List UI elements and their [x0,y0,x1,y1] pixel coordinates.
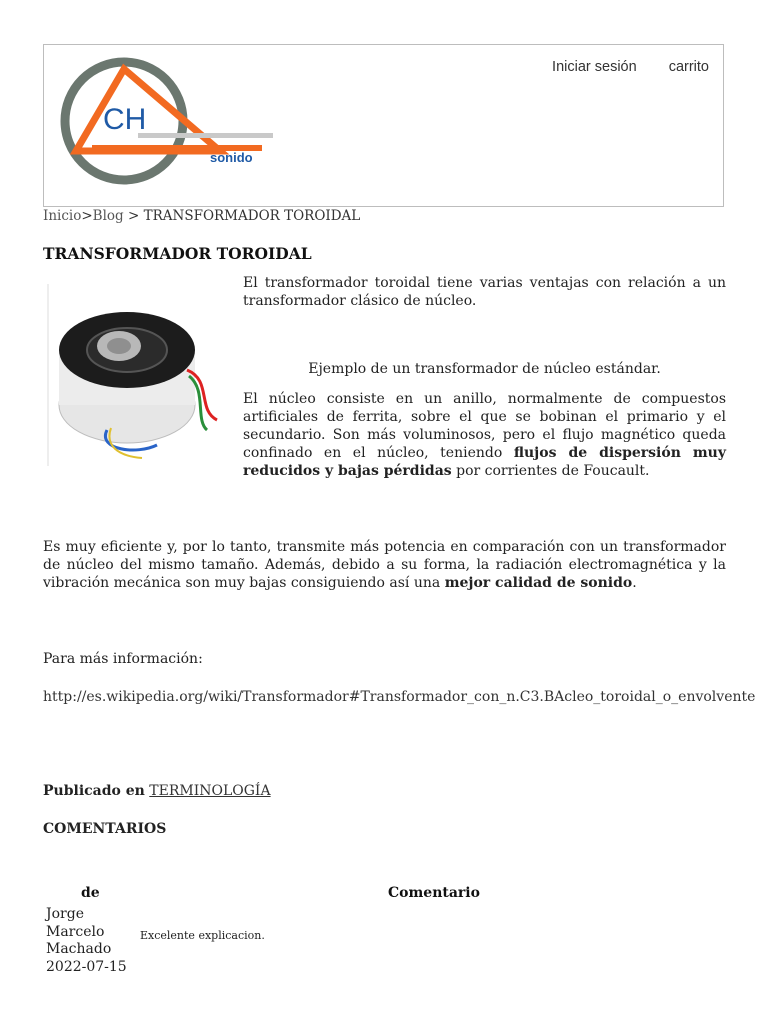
efficiency-paragraph: Es muy eficiente y, por lo tanto, transmite más potencia en comparación con un transformador de núcleo del mismo tamaño. Además, debido a su forma, la radiación electromagnética y la vibración mecánica son muy bajas consiguiendo así una mejor calidad de sonido. [43,539,726,591]
intro-paragraph: El transformador toroidal tiene varias ventajas con relación a un transformador clásico de núcleo. [243,275,726,309]
comments-col-from: de [81,885,100,901]
bold-text: mejor calidad de sonido [444,575,633,591]
comments-title: COMENTARIOS [43,821,167,837]
published-label: Publicado en [43,783,145,799]
cart-link[interactable]: carrito [668,59,709,75]
site-header [43,44,724,207]
more-info-label: Para más información: [43,651,203,667]
breadcrumb-home[interactable]: Inicio [43,208,82,224]
comment-date: 2022-07-15 [46,958,127,975]
breadcrumb-separator: > [81,208,93,224]
bold-text: flujos de dispersión muy reducidos y bajas pérdidas [243,445,726,479]
login-link[interactable]: Iniciar sesión [552,59,637,75]
breadcrumb-current: TRANSFORMADOR TOROIDAL [143,208,361,224]
category-link[interactable]: TERMINOLOGÍA [149,783,271,799]
toroidal-transformer-photo [47,280,231,466]
article-body [43,274,756,838]
top-links [524,59,709,75]
wikipedia-link[interactable]: http://es.wikipedia.org/wiki/Transformador#Transformador_con_n.C3.BAcleo_toroidal_o_envolvente [43,689,756,705]
logo-word: sonido [210,150,253,165]
comments-col-comment: Comentario [388,885,480,901]
core-paragraph: El núcleo consiste en un anillo, normalmente de compuestos artificiales de ferrita, sobre el que se bobinan el primario y el secundario. Son más voluminosos, pero el flujo magnético queda confinado en el núcleo, teniendo flujos de dispersión muy reducidos y bajas pérdidas por corrientes de Foucault. [243,391,726,479]
ch-sonido-logo[interactable] [52,55,277,185]
published-in [43,782,726,800]
page-title: TRANSFORMADOR TOROIDAL [43,244,312,263]
logo-letters: CH [103,103,147,136]
breadcrumb-blog[interactable]: Blog [92,208,124,224]
breadcrumb [43,208,360,224]
breadcrumb-separator: > [123,208,144,224]
image-caption: Ejemplo de un transformador de núcleo estándar. [308,361,661,377]
comment-author: Jorge Marcelo Machado 2022-07-15 [46,906,136,976]
comment-text: Excelente explicacion. [140,929,265,942]
